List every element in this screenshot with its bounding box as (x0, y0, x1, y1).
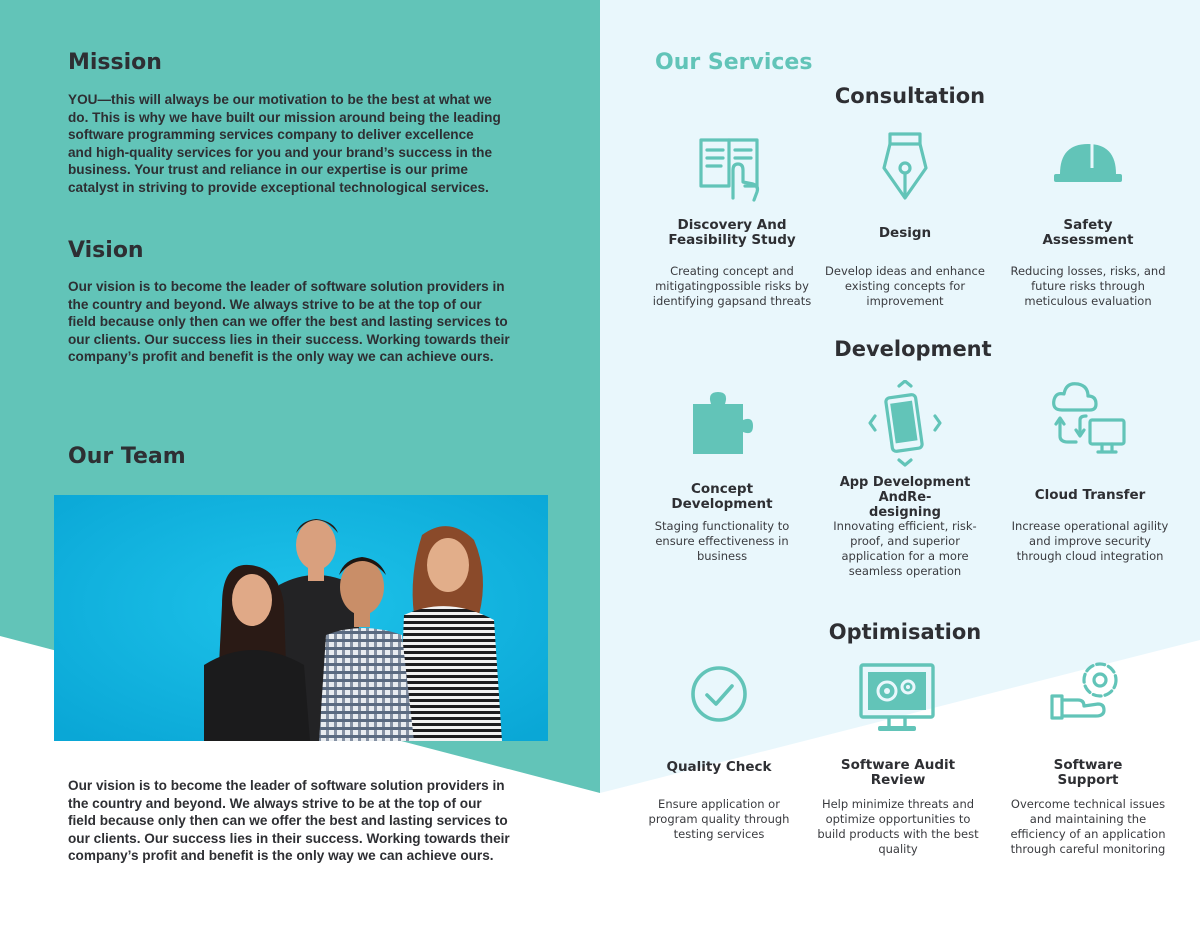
section-title-consultation: Consultation (834, 84, 986, 108)
hard-hat-icon (998, 130, 1178, 210)
section-title-development: Development (834, 337, 992, 361)
service-name: Software Support (1053, 757, 1123, 788)
vision-heading: Vision (68, 238, 144, 263)
vision-line: company’s profit and benefit is the only way we can achieve ours. (68, 349, 494, 365)
service-description: Increase operational agility and improve security through cloud integration (1011, 519, 1169, 563)
mission-line: and high-quality services for you and your brand’s success in the (68, 144, 493, 160)
service-description: Staging functionality to ensure effectiveness in business (654, 519, 790, 563)
service-name: Cloud Transfer (1034, 486, 1146, 503)
team-line: our clients. Our success lies in their success. Working towards their (68, 830, 510, 846)
mission-line: software programming services company to deliver excellence (68, 127, 474, 143)
team-text (68, 777, 510, 865)
mission-text (68, 91, 501, 197)
hand-gear-icon (998, 652, 1178, 732)
cloud-transfer-icon (1000, 380, 1180, 460)
vision-line: field because only then can we offer the best and lasting services to (68, 314, 508, 330)
monitor-gears-icon (808, 660, 988, 740)
service-description: Ensure application or program quality through testing services (648, 797, 790, 841)
service-description: Creating concept and mitigatingpossible risks by identifying gapsand threats (652, 264, 812, 308)
mobile-rotate-icon (815, 380, 995, 468)
service-description: Help minimize threats and optimize opportunities to build products with the best quality (817, 797, 979, 856)
mission-line: catalyst in striving to provide exceptional technological services. (68, 179, 489, 195)
service-name: Safety Assessment (1042, 217, 1134, 248)
service-name: Discovery And Feasibility Study (668, 217, 796, 248)
mission-heading: Mission (68, 50, 162, 75)
service-name: Software Audit Review (840, 757, 956, 788)
service-description: Overcome technical issues and maintaining the efficiency of an application through careful monitoring (1010, 797, 1166, 856)
pen-nib-icon (815, 130, 995, 210)
puzzle-piece-icon (632, 384, 812, 464)
service-name: Concept Development (671, 481, 773, 512)
mission-line: YOU—this will always be our motivation to be the best at what we (68, 92, 492, 107)
section-title-optimisation: Optimisation (828, 620, 982, 644)
service-description: Reducing losses, risks, and future risks through meticulous evaluation (1010, 264, 1166, 308)
mission-line: do. This is why we have built our mission around being the leading (68, 109, 501, 125)
vision-line: Our vision is to become the leader of software solution providers in (68, 279, 505, 294)
team-line: the country and beyond. We always strive to be at the top of our (68, 795, 482, 811)
service-name: App Development AndRe- designing (839, 474, 971, 520)
vision-line: the country and beyond. We always strive to be at the top of our (68, 296, 482, 312)
team-line: Our vision is to become the leader of software solution providers in (68, 778, 505, 793)
vision-line: our clients. Our success lies in their success. Working towards their (68, 331, 510, 347)
book-touch-icon (642, 130, 822, 210)
service-description: Innovating efficient, risk- proof, and superior application for a more seamless operation (833, 519, 977, 578)
service-name: Quality Check (666, 758, 772, 775)
service-name: Design (878, 224, 932, 241)
check-circle-icon (629, 660, 809, 740)
vision-text (68, 278, 510, 366)
team-photo (54, 495, 548, 741)
team-line: company’s profit and benefit is the only way we can achieve ours. (68, 848, 494, 864)
team-heading: Our Team (68, 444, 186, 469)
services-heading: Our Services (655, 50, 813, 75)
service-description: Develop ideas and enhance existing concepts for improvement (825, 264, 985, 308)
mission-line: business. Your trust and reliance in our expertise is our prime (68, 162, 468, 178)
team-line: field because only then can we offer the best and lasting services to (68, 813, 508, 829)
